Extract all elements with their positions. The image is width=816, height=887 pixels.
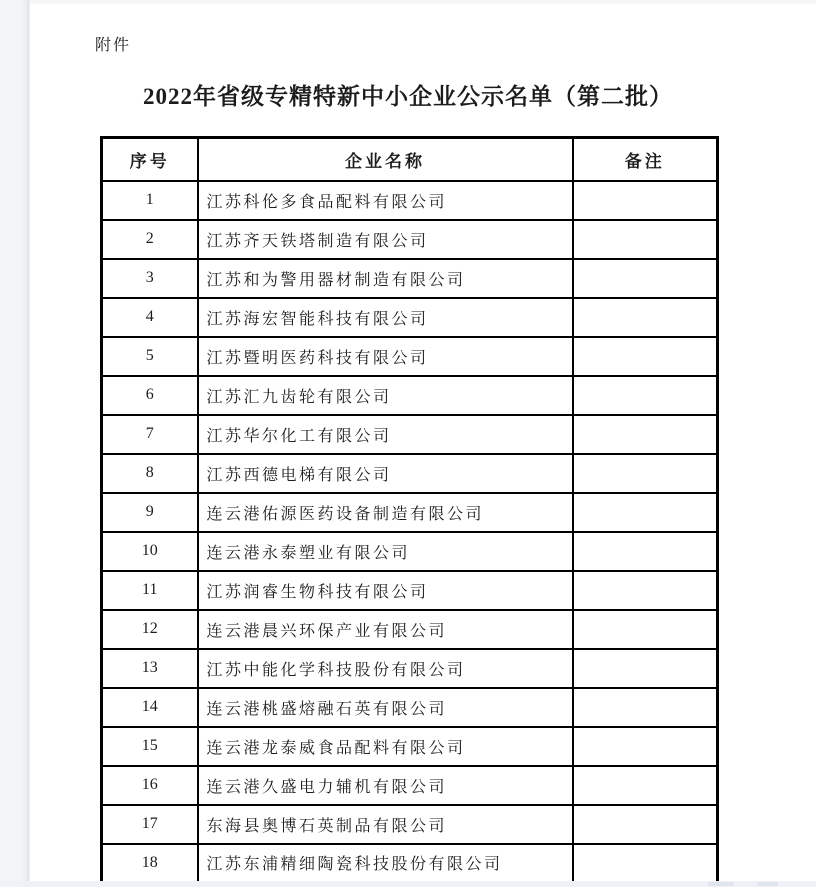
cell-no: 9 (102, 493, 198, 532)
cell-remark (573, 844, 718, 882)
header-remark: 备注 (573, 138, 718, 181)
cell-name: 江苏齐天铁塔制造有限公司 (198, 220, 573, 259)
cell-no: 1 (102, 181, 198, 220)
table-row (102, 805, 718, 844)
cell-remark (573, 688, 718, 727)
cell-remark (573, 454, 718, 493)
table-row (102, 649, 718, 688)
table-row (102, 181, 718, 220)
viewer-left-gutter (0, 0, 30, 887)
cell-name: 连云港龙泰威食品配料有限公司 (198, 727, 573, 766)
table-row (102, 259, 718, 298)
cell-name: 江苏润睿生物科技有限公司 (198, 571, 573, 610)
cell-name: 江苏西德电梯有限公司 (198, 454, 573, 493)
table-row (102, 688, 718, 727)
table-row (102, 454, 718, 493)
cell-no: 15 (102, 727, 198, 766)
table-row (102, 376, 718, 415)
table-row (102, 493, 718, 532)
cell-no: 18 (102, 844, 198, 882)
table-row (102, 220, 718, 259)
cell-remark (573, 571, 718, 610)
cell-no: 11 (102, 571, 198, 610)
cell-name: 江苏华尔化工有限公司 (198, 415, 573, 454)
table-row (102, 298, 718, 337)
table-row (102, 727, 718, 766)
cell-no: 12 (102, 610, 198, 649)
cell-remark (573, 259, 718, 298)
cell-name: 江苏海宏智能科技有限公司 (198, 298, 573, 337)
cell-no: 8 (102, 454, 198, 493)
cell-no: 3 (102, 259, 198, 298)
cell-name: 江苏暨明医药科技有限公司 (198, 337, 573, 376)
cell-name: 连云港佑源医药设备制造有限公司 (198, 493, 573, 532)
table-row (102, 571, 718, 610)
cell-remark (573, 415, 718, 454)
bottom-scrollbar-track (0, 881, 816, 887)
cell-no: 2 (102, 220, 198, 259)
cell-remark (573, 181, 718, 220)
table-row (102, 610, 718, 649)
cell-remark (573, 376, 718, 415)
cell-remark (573, 649, 718, 688)
cell-remark (573, 766, 718, 805)
cell-name: 江苏科伦多食品配料有限公司 (198, 181, 573, 220)
cell-name: 江苏东浦精细陶瓷科技股份有限公司 (198, 844, 573, 882)
cell-no: 14 (102, 688, 198, 727)
page-title: 2022年省级专精特新中小企业公示名单（第二批） (143, 84, 673, 109)
cell-no: 13 (102, 649, 198, 688)
cell-name: 连云港久盛电力辅机有限公司 (198, 766, 573, 805)
cell-remark (573, 337, 718, 376)
cell-no: 16 (102, 766, 198, 805)
cell-name: 江苏和为警用器材制造有限公司 (198, 259, 573, 298)
cell-no: 4 (102, 298, 198, 337)
table-row (102, 415, 718, 454)
attachment-label: 附件 (95, 37, 132, 54)
document-page (30, 4, 816, 881)
table-row (102, 766, 718, 805)
cell-name: 江苏汇九齿轮有限公司 (198, 376, 573, 415)
table-header-row (102, 138, 718, 181)
scrollbar-thumb[interactable] (757, 882, 778, 886)
cell-name: 连云港晨兴环保产业有限公司 (198, 610, 573, 649)
cell-remark (573, 532, 718, 571)
cell-remark (573, 493, 718, 532)
cell-remark (573, 805, 718, 844)
cell-no: 17 (102, 805, 198, 844)
cell-no: 10 (102, 532, 198, 571)
cell-no: 6 (102, 376, 198, 415)
scrollbar-thumb[interactable] (708, 882, 734, 886)
cell-remark (573, 220, 718, 259)
cell-name: 连云港永泰塑业有限公司 (198, 532, 573, 571)
cell-name: 江苏中能化学科技股份有限公司 (198, 649, 573, 688)
company-table (100, 136, 719, 881)
cell-no: 5 (102, 337, 198, 376)
table-row (102, 532, 718, 571)
cell-remark (573, 727, 718, 766)
table-row (102, 337, 718, 376)
header-no: 序号 (102, 138, 198, 181)
header-name: 企业名称 (198, 138, 573, 181)
table-row (102, 844, 718, 882)
cell-name: 连云港桃盛熔融石英有限公司 (198, 688, 573, 727)
cell-no: 7 (102, 415, 198, 454)
cell-remark (573, 610, 718, 649)
cell-name: 东海县奥博石英制品有限公司 (198, 805, 573, 844)
cell-remark (573, 298, 718, 337)
